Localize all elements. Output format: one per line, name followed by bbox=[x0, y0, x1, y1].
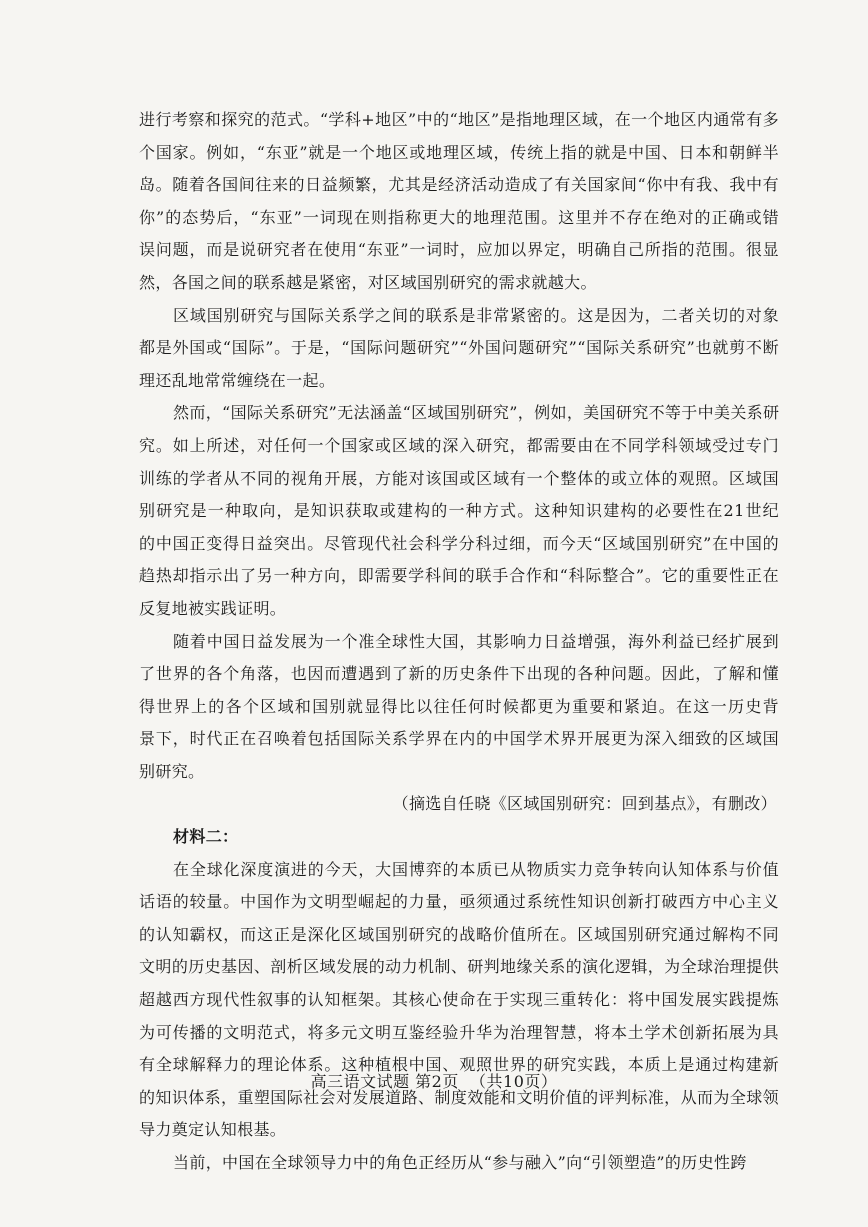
paragraph-line: 文明的历史基因、剖析区域发展的动力机制、研判地缘关系的演化逻辑，为全球治理提供 bbox=[139, 957, 779, 977]
paragraph-line: 别研究。 bbox=[139, 761, 205, 781]
material-heading: 材料二： bbox=[173, 827, 239, 847]
paragraph-line: 区域国别研究与国际关系学之间的联系是非常紧密的。这是因为，二者关切的对象 bbox=[173, 305, 779, 325]
paragraph-line: 然，各国之间的联系越是紧密，对区域国别研究的需求就越大。 bbox=[139, 272, 597, 292]
paragraph-line: 了世界的各个角落，也因而遭遇到了新的历史条件下出现的各种问题。因此，了解和懂 bbox=[139, 664, 779, 684]
paragraph-line: 的中国正变得日益突出。尽管现代社会科学分科过细，而今天“区域国别研究”在中国的 bbox=[139, 533, 779, 553]
paragraph-line: 导力奠定认知根基。 bbox=[139, 1120, 287, 1140]
paragraph-line: 随着中国日益发展为一个准全球性大国，其影响力日益增强，海外利益已经扩展到 bbox=[173, 631, 779, 651]
paragraph-line: 究。如上所述，对任何一个国家或区域的深入研究，都需要由在不同学科领域受过专门 bbox=[139, 435, 779, 455]
paragraph-line: 得世界上的各个区域和国别就显得比以往任何时候都更为重要和紧迫。在这一历史背 bbox=[139, 696, 779, 716]
paragraph-line: 超越西方现代性叙事的认知框架。其核心使命在于实现三重转化：将中国发展实践提炼 bbox=[139, 990, 779, 1010]
paragraph-line: 训练的学者从不同的视角开展，方能对该国或区域有一个整体的或立体的观照。区域国 bbox=[139, 468, 779, 488]
paragraph-line: 景下，时代正在召唤着包括国际关系学界在内的中国学术界开展更为深入细致的区域国 bbox=[139, 729, 779, 749]
paragraph-line: 的知识体系，重塑国际社会对发展道路、制度效能和文明价值的评判标准，从而为全球领 bbox=[139, 1087, 779, 1107]
paragraph-line: 个国家。例如，“东亚”就是一个地区或地理区域，传统上指的就是中国、日本和朝鲜半 bbox=[139, 142, 779, 162]
paragraph-line: 你”的态势后，“东亚”一词现在则指称更大的地理范围。这里并不存在绝对的正确或错 bbox=[139, 207, 779, 227]
source-citation: （摘选自任晓《区域国别研究：回到基点》，有删改） bbox=[392, 794, 777, 814]
paragraph-line: 理还乱地常常缠绕在一起。 bbox=[139, 370, 336, 390]
paragraph-line: 别研究是一种取向，是知识获取或建构的一种方式。这种知识建构的必要性在21世纪 bbox=[139, 501, 779, 521]
paragraph-line: 岛。随着各国间往来的日益频繁，尤其是经济活动造成了有关国家间“你中有我、我中有 bbox=[139, 175, 779, 195]
paragraph-line: 在全球化深度演进的今天，大国博弈的本质已从物质实力竞争转向认知体系与价值 bbox=[173, 859, 779, 879]
paragraph-line: 进行考察和探究的范式。“学科+地区”中的“地区”是指地理区域，在一个地区内通常有多 bbox=[139, 110, 779, 129]
paragraph-line: 话语的较量。中国作为文明型崛起的力量，亟须通过系统性知识创新打破西方中心主义 bbox=[139, 892, 779, 912]
paragraph-line: 的认知霸权，而这正是深化区域国别研究的战略价值所在。区域国别研究通过解构不同 bbox=[139, 924, 779, 944]
paragraph-line: 都是外国或“国际”。于是，“国际问题研究”“外国问题研究”“国际关系研究”也就剪不断 bbox=[139, 338, 779, 358]
paragraph-line: 反复地被实践证明。 bbox=[139, 598, 287, 618]
paragraph-line: 有全球解释力的理论体系。这种植根中国、观照世界的研究实践，本质上是通过构建新 bbox=[139, 1055, 779, 1075]
page-footer: 高三语文试题 第2页 （共10页） bbox=[310, 1072, 558, 1091]
paragraph-line: 当前，中国在全球领导力中的角色正经历从“参与融入”向“引领塑造”的历史性跨 bbox=[173, 1153, 747, 1172]
paragraph-line: 然而，“国际关系研究”无法涵盖“区域国别研究”，例如，美国研究不等于中美关系研 bbox=[173, 403, 779, 423]
paragraph-line: 为可传播的文明范式，将多元文明互鉴经验升华为治理智慧，将本土学术创新拓展为具 bbox=[139, 1022, 779, 1042]
passage-body bbox=[139, 104, 779, 1180]
paragraph-line: 趋热却指示出了另一种方向，即需要学科间的联手合作和“科际整合”。它的重要性正在 bbox=[139, 566, 779, 586]
paragraph-line: 误问题，而是说研究者在使用“东亚”一词时，应加以界定，明确自己所指的范围。很显 bbox=[139, 240, 779, 260]
